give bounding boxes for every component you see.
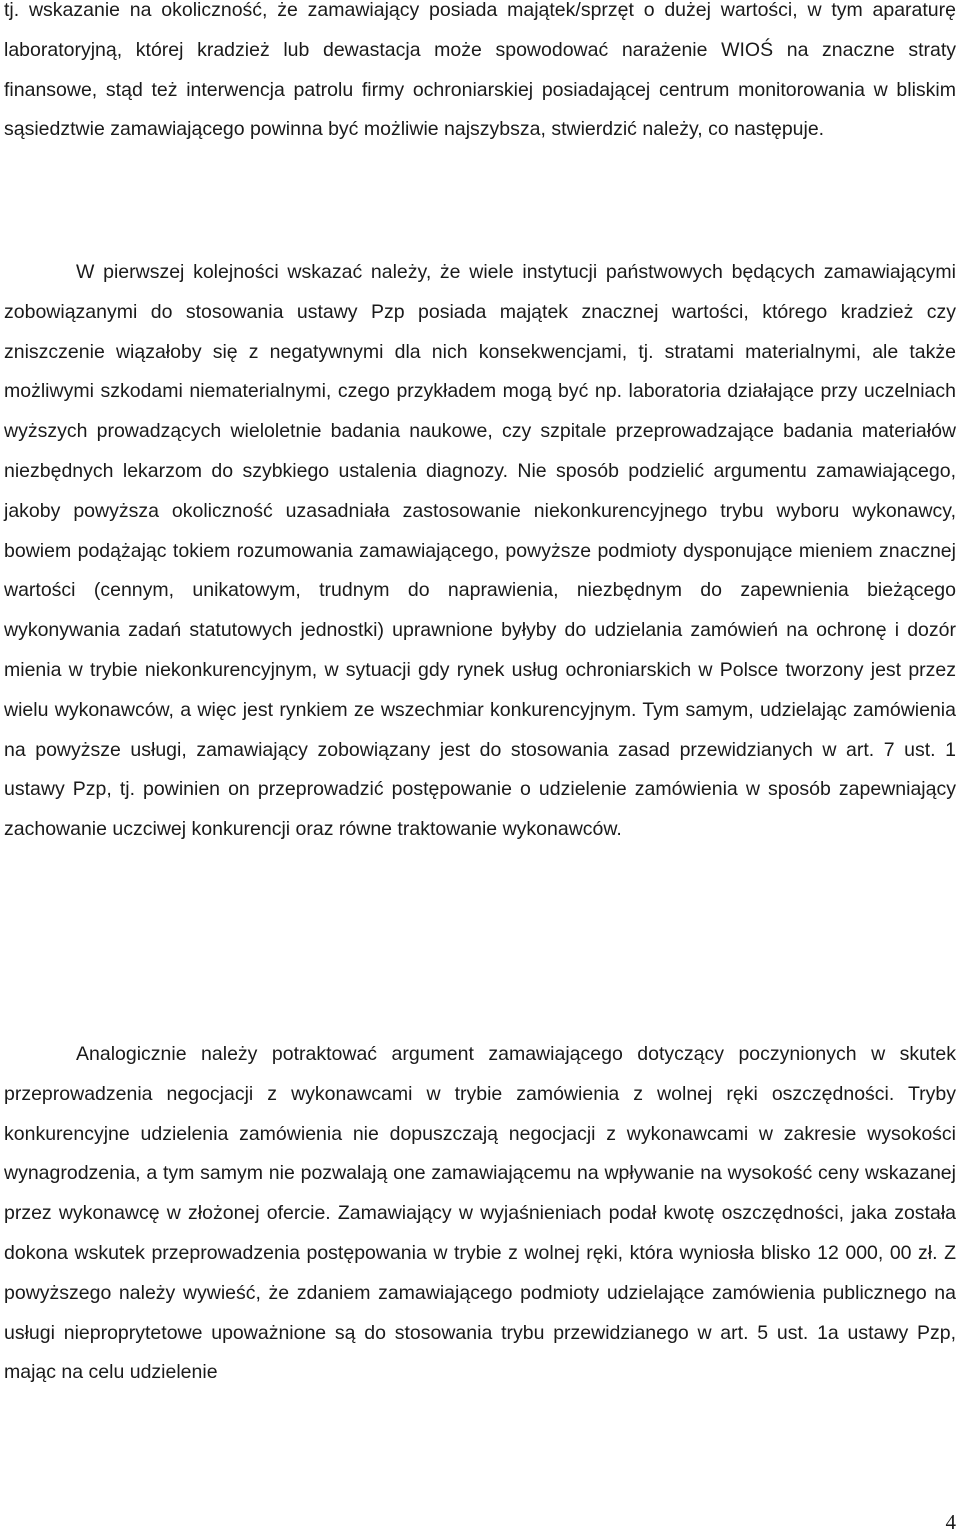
paragraph-2: W pierwszej kolejności wskazać należy, że wiele instytucji państwowych będących zamawiającymi zobowiązanymi do stosowania ustawy Pzp posiada majątek znacznej wartości, którego kradzież czy zniszczenie wiązałoby się z negatywnymi dla nich konsekwencjami, tj. stratami materialnymi, ale także możliwymi szkodami niematerialnymi, czego przykładem mogą być np. laboratoria działające przy uczelniach wyższych prowadzących wieloletnie badania naukowe, czy szpitale przeprowadzające badania materiałów niezbędnych lekarzom do szybkiego ustalenia diagnozy. Nie sposób podzielić argumentu zamawiającego, jakoby powyższa okoliczność uzasadniała zastosowanie niekonkurencyjnego trybu wyboru wykonawcy, bowiem podążając tokiem rozumowania zamawiającego, powyższe podmioty dysponujące mieniem znacznej wartości (cennym, unikatowym, trudnym do naprawienia, niezbędnym do zapewnienia bieżącego wykonywania zadań statutowych jednostki) uprawnione byłyby do udzielania zamówień na ochronę i dozór mienia w trybie niekonkurencyjnym, w sytuacji gdy rynek usług ochroniarskich w Polsce tworzony jest przez wielu wykonawców, a więc jest rynkiem ze wszechmiar konkurencyjnym. Tym samym, udzielając zamówienia na powyższe usługi, zamawiający zobowiązany jest do stosowania zasad przewidzianych w art. 7 ust. 1 ustawy Pzp, tj. powinien on przeprowadzić postępowanie o udzielenie zamówienia w sposób zapewniający zachowanie uczciwej konkurencji oraz równe traktowanie wykonawców.: [4, 261, 956, 841]
paragraph-1: tj. wskazanie na okoliczność, że zamawiający posiada majątek/sprzęt o dużej wartości, w tym aparaturę laboratoryjną, której kradzież lub dewastacja może spowodować narażenie WIOŚ na znaczne straty finansowe, stąd też interwencja patrolu firmy ochroniarskiej posiadającej centrum monitorowania w bliskim sąsiedztwie zamawiającego powinna być możliwie najszybsza, stwierdzić należy, co następuje.: [4, 0, 956, 141]
page-number: 4: [945, 1510, 956, 1534]
paragraph-3: Analogicznie należy potraktować argument zamawiającego dotyczący poczynionych w skutek przeprowadzenia negocjacji z wykonawcami w trybie zamówienia z wolnej ręki oszczędności. Tryby konkurencyjne udzielenia zamówienia nie dopuszczają negocjacji z wykonawcami w zakresie wysokości wynagrodzenia, a tym samym nie pozwalają one zamawiającemu na wpływanie na wysokość ceny wskazanej przez wykonawcę w złożonej ofercie. Zamawiający w wyjaśnieniach podał kwotę oszczędności, jaka została dokona wskutek przeprowadzenia postępowania w trybie z wolnej ręki, która wyniosła blisko 12 000, 00 zł. Z powyższego należy wywieść, że zdaniem zamawiającego podmioty udzielające zamówienia publicznego na usługi nieproprytetowe upoważnione są do stosowania trybu przewidzianego w art. 5 ust. 1a ustawy Pzp, mając na celu udzielenie: [4, 1043, 956, 1384]
